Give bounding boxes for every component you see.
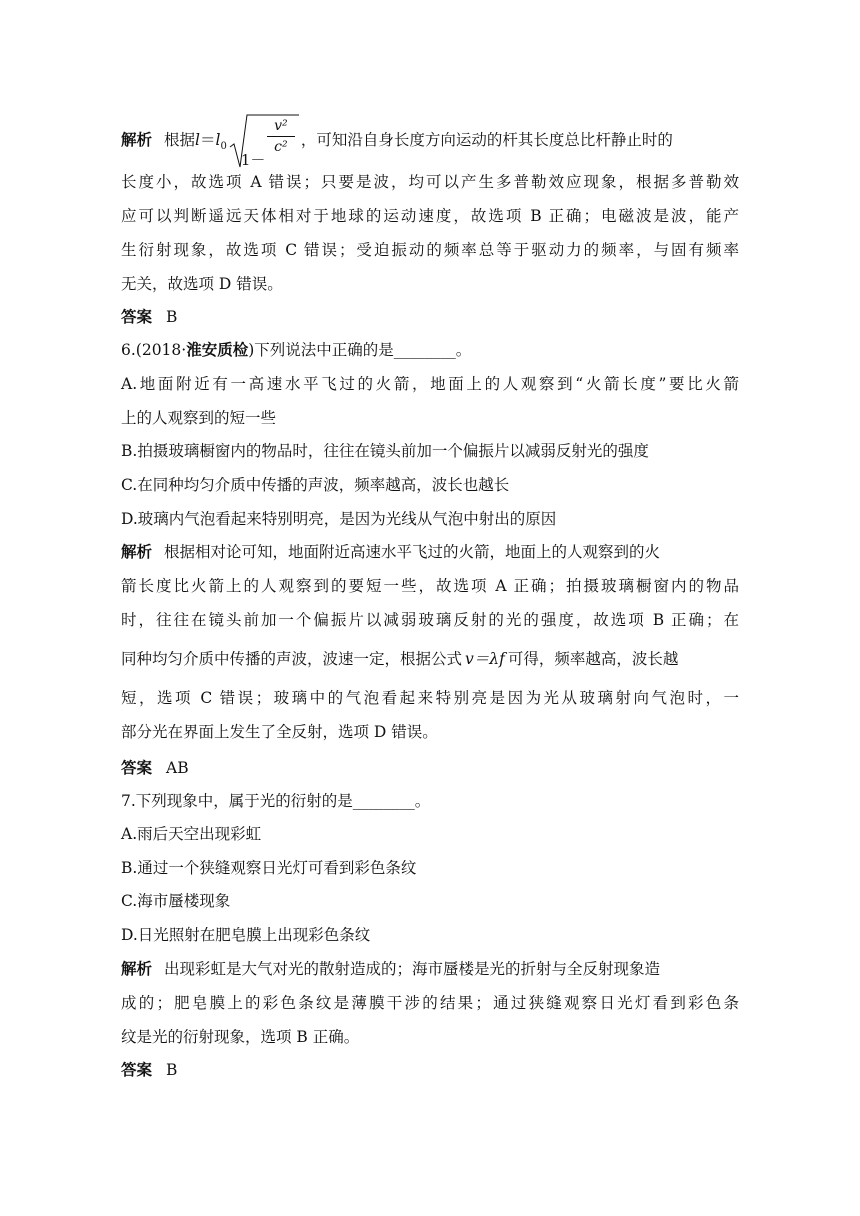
q6-option-d: D.玻璃内气泡看起来特别明亮，是因为光线从气泡中射出的原因 [121,510,557,528]
answer-value: AB [166,759,189,777]
q5-analysis-line-1: 解析 根据$l=l_0$ 1－ v² c² ，可知沿自身长度方向运动的杆其长度总比杆静止时的 [121,110,739,170]
q5-analysis-line-4: 生衍射现象，故选项 C 错误；受迫振动的频率总等于驱动力的频率，与固有频率 [121,241,739,259]
q7-option-d: D.日光照射在肥皂膜上出现彩色条纹 [121,926,371,944]
q5-analysis-line-3: 应可以判断遥远天体相对于地球的运动速度，故选项 B 正确；电磁波是波，能产 [121,207,739,225]
q7-option-c: C.海市蜃楼现象 [121,892,231,910]
analysis-label: 解析 [121,543,153,561]
q5-answer [121,306,739,328]
q7-answer [121,1059,739,1081]
answer-label: 答案 [121,1061,153,1079]
formula-fraction: v² c² [267,117,295,156]
answer-label: 答案 [121,759,153,777]
q7-analysis-line-3: 纹是光的衍射现象，选项 B 正确。 [121,1028,360,1046]
answer-label: 答案 [121,308,153,326]
q6-answer [121,757,739,779]
length-contraction-formula: 1－ v² c² [229,111,299,171]
formula-l: l [195,131,200,149]
q7-analysis-line-1: 解析 出现彩虹是大气对光的散射造成的；海市蜃楼是光的折射与全反射现象造 [121,960,661,978]
answer-value: B [166,1061,178,1079]
q6-stem: 6.(2018·淮安质检)下列说法中正确的是________。 [121,341,472,359]
q6-analysis-line-3: 时，往往在镜头前加一个偏振片以减弱玻璃反射的光的强度，故选项 B 正确；在 [121,611,739,629]
q6-analysis-line-6: 部分光在界面上发生了全反射，选项 D 错误。 [121,723,438,741]
q5-analysis-line-2: 长度小，故选项 A 错误；只要是波，均可以产生多普勒效应现象，根据多普勒效 [121,173,739,191]
q6-analysis-line-1: 解析 根据相对论可知，地面附近高速水平飞过的火箭，地面上的人观察到的火 [121,543,661,561]
q7-option-a: A.雨后天空出现彩虹 [121,825,262,843]
q6-option-a-line-2: 上的人观察到的短一些 [121,409,277,427]
q6-analysis-line-4: 同种均匀介质中传播的声波，波速一定，根据公式 v＝λf 可得，频率越高，波长越 [121,650,679,668]
q6-option-c: C.在同种均匀介质中传播的声波，频率越高，波长也越长 [121,476,510,494]
answer-value: B [166,308,178,326]
q6-option-a-line-1: A.地面附近有一高速水平飞过的火箭，地面上的人观察到“火箭长度”要比火箭 [121,375,739,393]
q7-option-b: B.通过一个狭缝观察日光灯可看到彩色条纹 [121,859,417,877]
analysis-label: 解析 [121,960,153,978]
q7-stem: 7.下列现象中，属于光的衍射的是________。 [121,792,431,810]
q6-analysis-line-2: 箭长度比火箭上的人观察到的要短一些，故选项 A 正确；拍摄玻璃橱窗内的物品 [121,577,739,595]
wave-formula: v＝λf [465,650,505,668]
q7-analysis-line-2: 成的；肥皂膜上的彩色条纹是薄膜干涉的结果；通过狭缝观察日光灯看到彩色条 [121,994,739,1012]
q6-analysis-line-5: 短，选项 C 错误；玻璃中的气泡看起来特别亮是因为光从玻璃射向气泡时，一 [121,689,739,707]
q5-analysis-line-5: 无关，故选项 D 错误。 [121,275,283,293]
question-source: 淮安质检 [186,341,249,359]
q6-option-b: B.拍摄玻璃橱窗内的物品时，往往在镜头前加一个偏振片以减弱反射光的强度 [121,442,649,460]
analysis-label: 解析 [121,131,153,149]
